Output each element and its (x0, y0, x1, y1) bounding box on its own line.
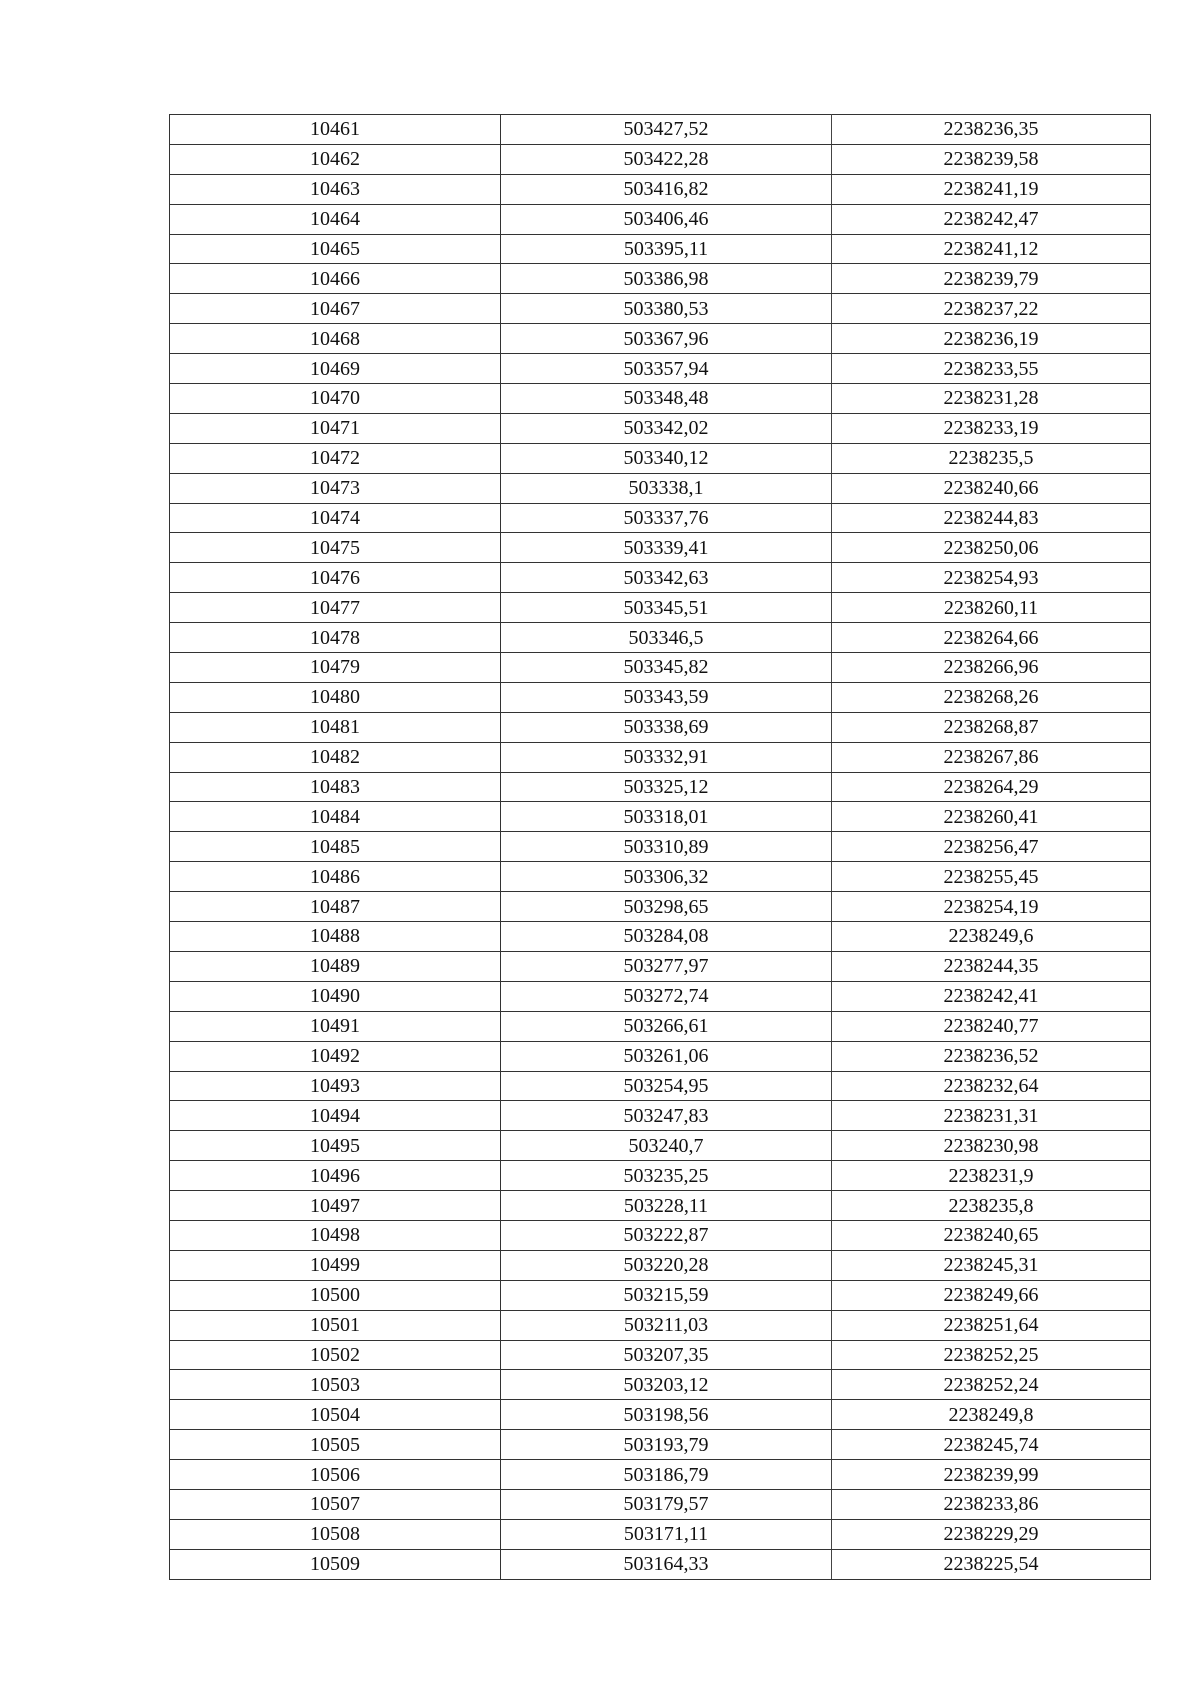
y-coordinate-cell: 2238240,77 (832, 1011, 1151, 1041)
x-coordinate-cell: 503342,63 (501, 563, 832, 593)
x-coordinate-cell: 503203,12 (501, 1370, 832, 1400)
x-coordinate-cell: 503406,46 (501, 204, 832, 234)
table-row (170, 1430, 1151, 1460)
y-coordinate-cell: 2238266,96 (832, 653, 1151, 683)
table-row (170, 862, 1151, 892)
x-coordinate-cell: 503339,41 (501, 533, 832, 563)
table-row (170, 354, 1151, 384)
x-coordinate-cell: 503367,96 (501, 324, 832, 354)
x-coordinate-cell: 503340,12 (501, 443, 832, 473)
point-number-cell: 10487 (170, 892, 501, 922)
table-row (170, 1161, 1151, 1191)
point-number-cell: 10478 (170, 623, 501, 653)
x-coordinate-cell: 503427,52 (501, 115, 832, 145)
y-coordinate-cell: 2238231,31 (832, 1101, 1151, 1131)
table-row (170, 981, 1151, 1011)
x-coordinate-cell: 503395,11 (501, 234, 832, 264)
x-coordinate-cell: 503345,51 (501, 593, 832, 623)
table-row (170, 413, 1151, 443)
y-coordinate-cell: 2238264,66 (832, 623, 1151, 653)
x-coordinate-cell: 503266,61 (501, 1011, 832, 1041)
point-number-cell: 10473 (170, 473, 501, 503)
table-row (170, 951, 1151, 981)
point-number-cell: 10507 (170, 1489, 501, 1519)
point-number-cell: 10464 (170, 204, 501, 234)
table-row (170, 593, 1151, 623)
x-coordinate-cell: 503198,56 (501, 1400, 832, 1430)
x-coordinate-cell: 503337,76 (501, 503, 832, 533)
x-coordinate-cell: 503310,89 (501, 832, 832, 862)
point-number-cell: 10495 (170, 1131, 501, 1161)
point-number-cell: 10482 (170, 742, 501, 772)
point-number-cell: 10496 (170, 1161, 501, 1191)
x-coordinate-cell: 503298,65 (501, 892, 832, 922)
table-row (170, 294, 1151, 324)
point-number-cell: 10489 (170, 951, 501, 981)
x-coordinate-cell: 503261,06 (501, 1041, 832, 1071)
x-coordinate-cell: 503386,98 (501, 264, 832, 294)
x-coordinate-cell: 503284,08 (501, 922, 832, 952)
table-row (170, 324, 1151, 354)
point-number-cell: 10499 (170, 1250, 501, 1280)
table-row (170, 144, 1151, 174)
y-coordinate-cell: 2238252,25 (832, 1340, 1151, 1370)
table-row (170, 1489, 1151, 1519)
point-number-cell: 10488 (170, 922, 501, 952)
table-row (170, 1519, 1151, 1549)
x-coordinate-cell: 503179,57 (501, 1489, 832, 1519)
point-number-cell: 10481 (170, 712, 501, 742)
y-coordinate-cell: 2238254,93 (832, 563, 1151, 593)
y-coordinate-cell: 2238237,22 (832, 294, 1151, 324)
table-row (170, 174, 1151, 204)
table-row (170, 1400, 1151, 1430)
point-number-cell: 10502 (170, 1340, 501, 1370)
y-coordinate-cell: 2238251,64 (832, 1310, 1151, 1340)
y-coordinate-cell: 2238245,31 (832, 1250, 1151, 1280)
y-coordinate-cell: 2238239,58 (832, 144, 1151, 174)
y-coordinate-cell: 2238249,66 (832, 1280, 1151, 1310)
x-coordinate-cell: 503222,87 (501, 1220, 832, 1250)
y-coordinate-cell: 2238233,19 (832, 413, 1151, 443)
x-coordinate-cell: 503306,32 (501, 862, 832, 892)
point-number-cell: 10469 (170, 354, 501, 384)
y-coordinate-cell: 2238256,47 (832, 832, 1151, 862)
table-row (170, 264, 1151, 294)
x-coordinate-cell: 503193,79 (501, 1430, 832, 1460)
point-number-cell: 10470 (170, 384, 501, 414)
table-row (170, 1101, 1151, 1131)
y-coordinate-cell: 2238242,47 (832, 204, 1151, 234)
x-coordinate-cell: 503345,82 (501, 653, 832, 683)
y-coordinate-cell: 2238240,66 (832, 473, 1151, 503)
x-coordinate-cell: 503228,11 (501, 1191, 832, 1221)
point-number-cell: 10472 (170, 443, 501, 473)
y-coordinate-cell: 2238241,19 (832, 174, 1151, 204)
x-coordinate-cell: 503338,1 (501, 473, 832, 503)
y-coordinate-cell: 2238245,74 (832, 1430, 1151, 1460)
x-coordinate-cell: 503186,79 (501, 1460, 832, 1490)
point-number-cell: 10504 (170, 1400, 501, 1430)
y-coordinate-cell: 2238242,41 (832, 981, 1151, 1011)
x-coordinate-cell: 503338,69 (501, 712, 832, 742)
x-coordinate-cell: 503380,53 (501, 294, 832, 324)
y-coordinate-cell: 2238268,26 (832, 682, 1151, 712)
x-coordinate-cell: 503348,48 (501, 384, 832, 414)
table-row (170, 1041, 1151, 1071)
x-coordinate-cell: 503325,12 (501, 772, 832, 802)
y-coordinate-cell: 2238231,9 (832, 1161, 1151, 1191)
y-coordinate-cell: 2238236,52 (832, 1041, 1151, 1071)
table-row (170, 1250, 1151, 1280)
x-coordinate-cell: 503318,01 (501, 802, 832, 832)
table-row (170, 533, 1151, 563)
table-row (170, 503, 1151, 533)
y-coordinate-cell: 2238236,35 (832, 115, 1151, 145)
y-coordinate-cell: 2238231,28 (832, 384, 1151, 414)
x-coordinate-cell: 503211,03 (501, 1310, 832, 1340)
point-number-cell: 10462 (170, 144, 501, 174)
x-coordinate-cell: 503240,7 (501, 1131, 832, 1161)
table-row (170, 653, 1151, 683)
point-number-cell: 10465 (170, 234, 501, 264)
point-number-cell: 10468 (170, 324, 501, 354)
point-number-cell: 10493 (170, 1071, 501, 1101)
point-number-cell: 10500 (170, 1280, 501, 1310)
y-coordinate-cell: 2238267,86 (832, 742, 1151, 772)
table-row (170, 234, 1151, 264)
x-coordinate-cell: 503332,91 (501, 742, 832, 772)
table-row (170, 892, 1151, 922)
y-coordinate-cell: 2238239,79 (832, 264, 1151, 294)
y-coordinate-cell: 2238244,35 (832, 951, 1151, 981)
table-row (170, 922, 1151, 952)
point-number-cell: 10498 (170, 1220, 501, 1250)
table-row (170, 1011, 1151, 1041)
point-number-cell: 10467 (170, 294, 501, 324)
point-number-cell: 10491 (170, 1011, 501, 1041)
y-coordinate-cell: 2238229,29 (832, 1519, 1151, 1549)
point-number-cell: 10486 (170, 862, 501, 892)
point-number-cell: 10506 (170, 1460, 501, 1490)
point-number-cell: 10480 (170, 682, 501, 712)
x-coordinate-cell: 503346,5 (501, 623, 832, 653)
point-number-cell: 10471 (170, 413, 501, 443)
table-row (170, 1071, 1151, 1101)
y-coordinate-cell: 2238240,65 (832, 1220, 1151, 1250)
y-coordinate-cell: 2238252,24 (832, 1370, 1151, 1400)
point-number-cell: 10501 (170, 1310, 501, 1340)
point-number-cell: 10503 (170, 1370, 501, 1400)
point-number-cell: 10497 (170, 1191, 501, 1221)
y-coordinate-cell: 2238260,41 (832, 802, 1151, 832)
point-number-cell: 10477 (170, 593, 501, 623)
x-coordinate-cell: 503164,33 (501, 1549, 832, 1579)
table-row (170, 384, 1151, 414)
y-coordinate-cell: 2238244,83 (832, 503, 1151, 533)
point-number-cell: 10479 (170, 653, 501, 683)
x-coordinate-cell: 503343,59 (501, 682, 832, 712)
point-number-cell: 10490 (170, 981, 501, 1011)
y-coordinate-cell: 2238235,5 (832, 443, 1151, 473)
y-coordinate-cell: 2238260,11 (832, 593, 1151, 623)
point-number-cell: 10475 (170, 533, 501, 563)
table-row (170, 1310, 1151, 1340)
table-row (170, 772, 1151, 802)
y-coordinate-cell: 2238241,12 (832, 234, 1151, 264)
table-row (170, 1549, 1151, 1579)
table-row (170, 802, 1151, 832)
x-coordinate-cell: 503272,74 (501, 981, 832, 1011)
y-coordinate-cell: 2238255,45 (832, 862, 1151, 892)
point-number-cell: 10474 (170, 503, 501, 533)
table-row (170, 1370, 1151, 1400)
table-row (170, 742, 1151, 772)
table-row (170, 115, 1151, 145)
coordinates-table-body (170, 115, 1151, 1580)
x-coordinate-cell: 503254,95 (501, 1071, 832, 1101)
point-number-cell: 10466 (170, 264, 501, 294)
y-coordinate-cell: 2238235,8 (832, 1191, 1151, 1221)
table-row (170, 204, 1151, 234)
x-coordinate-cell: 503207,35 (501, 1340, 832, 1370)
y-coordinate-cell: 2238249,8 (832, 1400, 1151, 1430)
x-coordinate-cell: 503422,28 (501, 144, 832, 174)
x-coordinate-cell: 503235,25 (501, 1161, 832, 1191)
point-number-cell: 10476 (170, 563, 501, 593)
y-coordinate-cell: 2238232,64 (832, 1071, 1151, 1101)
point-number-cell: 10484 (170, 802, 501, 832)
point-number-cell: 10505 (170, 1430, 501, 1460)
x-coordinate-cell: 503357,94 (501, 354, 832, 384)
table-row (170, 832, 1151, 862)
table-row (170, 1460, 1151, 1490)
y-coordinate-cell: 2238254,19 (832, 892, 1151, 922)
x-coordinate-cell: 503171,11 (501, 1519, 832, 1549)
y-coordinate-cell: 2238236,19 (832, 324, 1151, 354)
point-number-cell: 10461 (170, 115, 501, 145)
x-coordinate-cell: 503215,59 (501, 1280, 832, 1310)
table-row (170, 443, 1151, 473)
point-number-cell: 10509 (170, 1549, 501, 1579)
point-number-cell: 10483 (170, 772, 501, 802)
coordinates-table (169, 114, 1151, 1580)
y-coordinate-cell: 2238225,54 (832, 1549, 1151, 1579)
table-row (170, 1220, 1151, 1250)
x-coordinate-cell: 503342,02 (501, 413, 832, 443)
table-row (170, 1280, 1151, 1310)
table-row (170, 623, 1151, 653)
y-coordinate-cell: 2238250,06 (832, 533, 1151, 563)
table-row (170, 473, 1151, 503)
x-coordinate-cell: 503277,97 (501, 951, 832, 981)
y-coordinate-cell: 2238264,29 (832, 772, 1151, 802)
x-coordinate-cell: 503220,28 (501, 1250, 832, 1280)
table-row (170, 712, 1151, 742)
table-row (170, 1340, 1151, 1370)
point-number-cell: 10485 (170, 832, 501, 862)
point-number-cell: 10508 (170, 1519, 501, 1549)
y-coordinate-cell: 2238233,55 (832, 354, 1151, 384)
table-row (170, 1191, 1151, 1221)
table-row (170, 1131, 1151, 1161)
x-coordinate-cell: 503247,83 (501, 1101, 832, 1131)
y-coordinate-cell: 2238230,98 (832, 1131, 1151, 1161)
table-row (170, 682, 1151, 712)
table-row (170, 563, 1151, 593)
y-coordinate-cell: 2238268,87 (832, 712, 1151, 742)
x-coordinate-cell: 503416,82 (501, 174, 832, 204)
point-number-cell: 10492 (170, 1041, 501, 1071)
y-coordinate-cell: 2238233,86 (832, 1489, 1151, 1519)
y-coordinate-cell: 2238239,99 (832, 1460, 1151, 1490)
point-number-cell: 10463 (170, 174, 501, 204)
y-coordinate-cell: 2238249,6 (832, 922, 1151, 952)
point-number-cell: 10494 (170, 1101, 501, 1131)
